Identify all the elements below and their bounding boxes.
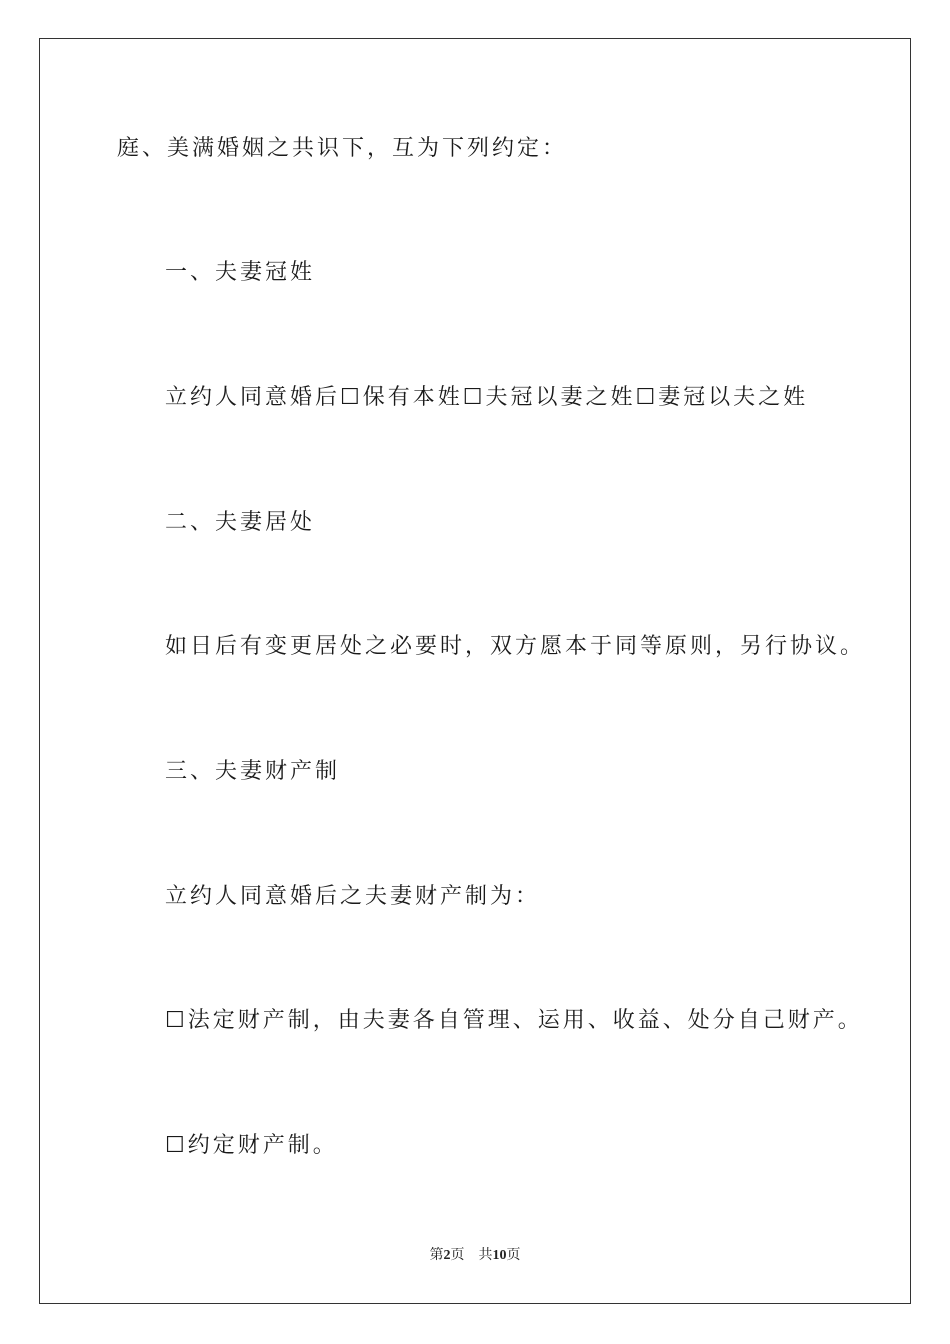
page-border xyxy=(39,38,911,1304)
residence-clause: 如日后有变更居处之必要时，双方愿本于同等原则，另行协议。 xyxy=(165,634,866,659)
page-footer xyxy=(0,1246,950,1266)
property-intro: 立约人同意婚后之夫妻财产制为： xyxy=(165,884,541,909)
page-number: 2 xyxy=(443,1248,451,1263)
surname-options: 立约人同意婚后☐保有本姓☐夫冠以妻之姓☐妻冠以夫之姓 xyxy=(165,385,809,410)
page-prefix: 第 xyxy=(429,1248,444,1263)
page-suffix: 页 xyxy=(450,1248,465,1263)
section-heading-surname: 一、夫妻冠姓 xyxy=(165,260,316,285)
paragraph-continuation: 庭、美满婚姻之共识下，互为下列约定： xyxy=(117,136,568,161)
total-suffix: 页 xyxy=(506,1248,521,1263)
total-prefix: 共 xyxy=(478,1248,493,1263)
total-pages: 10 xyxy=(492,1248,507,1263)
section-heading-residence: 二、夫妻居处 xyxy=(165,510,316,535)
section-heading-property: 三、夫妻财产制 xyxy=(165,759,341,784)
property-option-agreed: ☐约定财产制。 xyxy=(165,1133,338,1158)
property-option-statutory: ☐法定财产制，由夫妻各自管理、运用、收益、处分自己财产。 xyxy=(165,1008,863,1033)
